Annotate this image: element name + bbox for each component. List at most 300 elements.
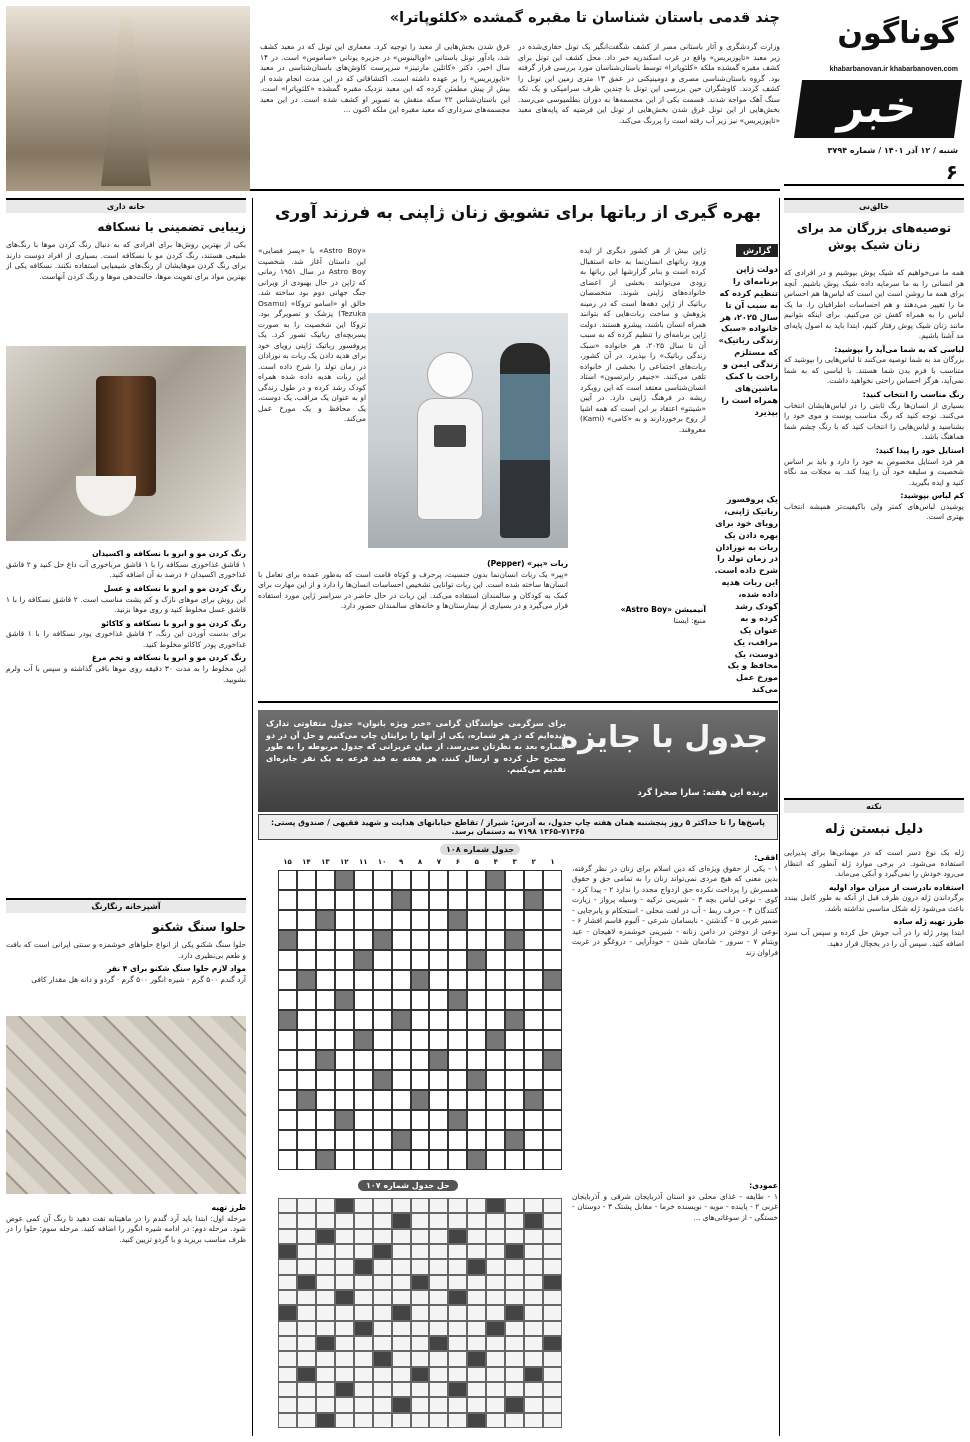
crossword-cell[interactable] — [448, 1050, 467, 1070]
crossword-cell[interactable] — [278, 1070, 297, 1090]
crossword-cell[interactable] — [392, 1150, 411, 1170]
crossword-cell[interactable] — [278, 990, 297, 1010]
crossword-cell[interactable] — [467, 970, 486, 990]
crossword-cell[interactable] — [392, 970, 411, 990]
crossword-cell[interactable] — [505, 1070, 524, 1090]
crossword-cell[interactable] — [335, 910, 354, 930]
crossword-cell[interactable] — [524, 1030, 543, 1050]
answer-cell — [297, 1397, 316, 1412]
crossword-cell[interactable] — [392, 1030, 411, 1050]
main-story-col4 — [580, 602, 706, 698]
crossword-grid[interactable] — [278, 870, 562, 1170]
crossword-cell — [373, 1070, 392, 1090]
crossword-cell[interactable] — [335, 950, 354, 970]
answer-cell — [467, 1336, 486, 1351]
answer-cell — [373, 1290, 392, 1305]
crossword-cell[interactable] — [316, 930, 335, 950]
crossword-cell[interactable] — [316, 1090, 335, 1110]
crossword-cell[interactable] — [524, 930, 543, 950]
crossword-cell[interactable] — [429, 1150, 448, 1170]
crossword-cell[interactable] — [411, 1110, 430, 1130]
crossword-cell[interactable] — [524, 1050, 543, 1070]
answer-cell — [505, 1413, 524, 1428]
crossword-cell[interactable] — [278, 1150, 297, 1170]
crossword-cell[interactable] — [354, 1130, 373, 1150]
crossword-cell[interactable] — [448, 930, 467, 950]
answer-cell — [373, 1413, 392, 1428]
crossword-cell[interactable] — [297, 1110, 316, 1130]
answer-cell — [335, 1213, 354, 1228]
answer-cell — [543, 1290, 562, 1305]
crossword-cell[interactable] — [354, 990, 373, 1010]
answer-cell — [448, 1351, 467, 1366]
crossword-cell[interactable] — [335, 1050, 354, 1070]
crossword-cell[interactable] — [335, 1070, 354, 1090]
crossword-cell[interactable] — [486, 990, 505, 1010]
answer-cell — [486, 1321, 505, 1336]
crossword-cell[interactable] — [354, 1070, 373, 1090]
crossword-cell[interactable] — [448, 870, 467, 890]
crossword-cell[interactable] — [354, 1010, 373, 1030]
crossword-cell[interactable] — [467, 1010, 486, 1030]
crossword-cell[interactable] — [297, 910, 316, 930]
answer-cell — [448, 1321, 467, 1336]
crossword-cell[interactable] — [373, 1090, 392, 1110]
crossword-cell[interactable] — [392, 1090, 411, 1110]
logo-text: خبر — [836, 82, 921, 133]
crossword-cell[interactable] — [335, 1150, 354, 1170]
answer-cell — [429, 1198, 448, 1213]
crossword-cell[interactable] — [486, 910, 505, 930]
crossword-cell[interactable] — [524, 910, 543, 930]
crossword-cell[interactable] — [354, 870, 373, 890]
answer-cell — [486, 1198, 505, 1213]
crossword-cell[interactable] — [429, 970, 448, 990]
crossword-cell[interactable] — [429, 1110, 448, 1130]
crossword-cell[interactable] — [411, 1010, 430, 1030]
crossword-cell[interactable] — [467, 1050, 486, 1070]
crossword-cell[interactable] — [392, 1050, 411, 1070]
down-text: ۱ - طایفه - غذای محلی دو استان آذربایجان شرقی و آذربایجان غربی ۲ - پاینده - مویه - نویسنده خرما - مقابل پشتک ۳ - دوستان - خستگی - از سوغاتی‌های ... — [572, 1191, 778, 1222]
nescafe-intro: یکی از بهترین روش‌ها برای افرادی که به دنبال رنگ کردن موها با رنگ‌های طبیعی هستند، رنگ کردن مو با نسکافه است. بسیاری از افراد دوست دارند برای رنگ کردن موهایشان از رنگ‌های شیمیایی استفاده نکنند. نسکافه یکی از بهترین مواد برای تقویت موها، حالت‌دهی موها و رنگ کردن آنهاست. — [6, 240, 246, 281]
crossword-cell[interactable] — [448, 1070, 467, 1090]
main-story — [258, 198, 778, 703]
crossword-cell[interactable] — [486, 1010, 505, 1030]
crossword-cell[interactable] — [373, 1150, 392, 1170]
answer-cell — [448, 1397, 467, 1412]
crossword-cell[interactable] — [411, 1030, 430, 1050]
crossword-cell[interactable] — [543, 1110, 562, 1130]
crossword-cell[interactable] — [354, 970, 373, 990]
crossword-cell[interactable] — [429, 930, 448, 950]
crossword-cell[interactable] — [543, 1090, 562, 1110]
person-figure — [500, 343, 550, 538]
answer-cell — [448, 1367, 467, 1382]
nescafe-p4: برای بدست آوردن این رنگ، ۲ قاشق غذاخوری پودر نسکافه را با ۱ قاشق غذاخوری پودر کاکائو مخلوط کنید. — [6, 629, 246, 649]
crossword-cell[interactable] — [335, 970, 354, 990]
answer-cell — [297, 1321, 316, 1336]
crossword-cell[interactable] — [505, 1050, 524, 1070]
crossword-cell[interactable] — [335, 1030, 354, 1050]
answer-cell — [335, 1413, 354, 1428]
crossword-cell[interactable] — [448, 1150, 467, 1170]
answer-cell — [316, 1275, 335, 1290]
crossword-cell[interactable] — [373, 970, 392, 990]
crossword-cell[interactable] — [392, 1110, 411, 1130]
grid-col-number: ۸ — [417, 858, 423, 866]
masthead-logo — [794, 80, 962, 138]
column-rule-left — [252, 198, 253, 1436]
nescafe-sub3: رنگ کردن مو و ابرو با نسکافه و کاکائو — [101, 618, 246, 628]
crossword-cell[interactable] — [543, 870, 562, 890]
crossword-cell[interactable] — [411, 910, 430, 930]
crossword-cell[interactable] — [354, 890, 373, 910]
crossword-cell[interactable] — [335, 930, 354, 950]
crossword-cell[interactable] — [543, 890, 562, 910]
crossword-cell[interactable] — [486, 890, 505, 910]
answer-cell — [543, 1213, 562, 1228]
crossword-cell[interactable] — [392, 950, 411, 970]
crossword-cell[interactable] — [505, 870, 524, 890]
crossword-cell[interactable] — [373, 1030, 392, 1050]
crossword-cell[interactable] — [486, 930, 505, 950]
answer-cell — [316, 1259, 335, 1274]
answer-cell — [429, 1351, 448, 1366]
crossword-cell[interactable] — [505, 910, 524, 930]
crossword-cell[interactable] — [524, 1130, 543, 1150]
crossword-cell[interactable] — [543, 1130, 562, 1150]
crossword-cell[interactable] — [297, 950, 316, 970]
crossword-cell[interactable] — [543, 930, 562, 950]
crossword-cell[interactable] — [278, 1130, 297, 1150]
crossword-cell[interactable] — [297, 870, 316, 890]
grid-col-number: ۲ — [531, 858, 536, 866]
answer-cell — [392, 1397, 411, 1412]
crossword-cell[interactable] — [448, 950, 467, 970]
crossword-cell[interactable] — [467, 1110, 486, 1130]
crossword-cell[interactable] — [543, 950, 562, 970]
crossword-cell[interactable] — [335, 890, 354, 910]
answer-cell — [524, 1198, 543, 1213]
fashion-p2: بزرگان مد به شما توصیه می‌کنند تا لباس‌هایی را بپوشید که متناسب با فرم بدن شما هستند. با لباسی که به شما نمی‌آید، هرگز احساس راحتی نخواهید داشت. — [784, 355, 964, 386]
answer-cell — [411, 1382, 430, 1397]
crossword-cell[interactable] — [297, 1150, 316, 1170]
crossword-cell[interactable] — [505, 990, 524, 1010]
crossword-cell[interactable] — [373, 1010, 392, 1030]
crossword-cell — [505, 1010, 524, 1030]
left-sidebar — [6, 198, 246, 1436]
answer-cell — [278, 1336, 297, 1351]
answer-cell — [486, 1305, 505, 1320]
crossword-cell[interactable] — [335, 1130, 354, 1150]
crossword-cell — [467, 1070, 486, 1090]
crossword-cell[interactable] — [297, 1010, 316, 1030]
crossword-cell[interactable] — [524, 970, 543, 990]
crossword-cell[interactable] — [429, 1090, 448, 1110]
crossword-cell[interactable] — [543, 1030, 562, 1050]
crossword-cell[interactable] — [486, 1070, 505, 1090]
answer-cell — [297, 1413, 316, 1428]
answer-cell — [429, 1336, 448, 1351]
crossword-cell[interactable] — [448, 1030, 467, 1050]
crossword-cell[interactable] — [297, 1030, 316, 1050]
crossword-cell[interactable] — [429, 870, 448, 890]
crossword-cell[interactable] — [543, 1070, 562, 1090]
crossword-cell[interactable] — [411, 1070, 430, 1090]
answer-cell — [543, 1321, 562, 1336]
answer-cell — [373, 1382, 392, 1397]
crossword-cell[interactable] — [297, 1130, 316, 1150]
fashion-title: توصیه‌های بزرگان مد برای زنان شیک پوش — [796, 221, 952, 252]
crossword-cell[interactable] — [354, 930, 373, 950]
answer-cell — [373, 1351, 392, 1366]
crossword-cell[interactable] — [524, 1150, 543, 1170]
answer-cell — [278, 1382, 297, 1397]
answer-cell — [373, 1244, 392, 1259]
crossword-cell[interactable] — [467, 890, 486, 910]
crossword-cell[interactable] — [278, 910, 297, 930]
crossword-cell[interactable] — [505, 1030, 524, 1050]
crossword-cell[interactable] — [354, 1050, 373, 1070]
crossword-cell[interactable] — [411, 1050, 430, 1070]
answer-cell — [373, 1321, 392, 1336]
crossword-cell[interactable] — [524, 1070, 543, 1090]
answer-cell — [297, 1229, 316, 1244]
crossword-cell[interactable] — [448, 1090, 467, 1110]
crossword-cell[interactable] — [411, 990, 430, 1010]
answer-cell — [278, 1397, 297, 1412]
crossword-cell — [486, 870, 505, 890]
answer-cell — [543, 1397, 562, 1412]
crossword-cell[interactable] — [297, 1070, 316, 1090]
crossword-cell[interactable] — [486, 1090, 505, 1110]
crossword-cell[interactable] — [486, 1050, 505, 1070]
crossword-cell[interactable] — [335, 1090, 354, 1110]
grid-col-number: ۳ — [512, 858, 517, 866]
main-story-title: بهره گیری از رباتها برای تشویق زنان ژاپنی به فرزند آوری — [274, 203, 762, 223]
answer-cell — [278, 1305, 297, 1320]
crossword-cell[interactable] — [316, 990, 335, 1010]
crossword-cell[interactable] — [411, 870, 430, 890]
grid-col-number: ۱ — [550, 858, 555, 866]
crossword-cell[interactable] — [486, 950, 505, 970]
fashion-sub4: کم لباس بپوشید: — [900, 491, 964, 501]
crossword-cell[interactable] — [543, 990, 562, 1010]
answer-cell — [429, 1229, 448, 1244]
answer-cell — [278, 1275, 297, 1290]
crossword-cell[interactable] — [429, 1030, 448, 1050]
crossword-cell[interactable] — [373, 1130, 392, 1150]
crossword-cell[interactable] — [278, 1030, 297, 1050]
fashion-p3: بسیاری از انسان‌ها رنگ ثابتی را در لباس‌هایشان انتخاب می‌کنند. توجه کنید که رنگ مناسب پوست و موی خود را بشناسید و لباس‌هایی را انتخاب کنید که با رنگ چشم شما هماهنگ باشد. — [784, 400, 964, 442]
crossword-cell[interactable] — [448, 1130, 467, 1150]
crossword-cell[interactable] — [486, 970, 505, 990]
answer-cell — [354, 1321, 373, 1336]
crossword-cell[interactable] — [392, 990, 411, 1010]
crossword-cell[interactable] — [429, 890, 448, 910]
answer-cell — [392, 1351, 411, 1366]
crossword-cell[interactable] — [429, 1130, 448, 1150]
crossword-cell[interactable] — [543, 1010, 562, 1030]
crossword-cell[interactable] — [373, 870, 392, 890]
answer-cell — [411, 1336, 430, 1351]
crossword-cell — [316, 1150, 335, 1170]
crossword-cell[interactable] — [429, 1070, 448, 1090]
answer-cell — [505, 1244, 524, 1259]
crossword-cell[interactable] — [505, 1110, 524, 1130]
answer-cell — [448, 1229, 467, 1244]
crossword-cell[interactable] — [467, 870, 486, 890]
crossword-cell[interactable] — [429, 990, 448, 1010]
section-tag-report: گزارش — [736, 244, 778, 257]
crossword-cell[interactable] — [543, 910, 562, 930]
crossword-cell — [297, 1090, 316, 1110]
crossword-cell[interactable] — [524, 870, 543, 890]
crossword-cell[interactable] — [524, 1010, 543, 1030]
crossword-cell[interactable] — [316, 1070, 335, 1090]
answer-cell — [354, 1305, 373, 1320]
crossword-cell[interactable] — [316, 970, 335, 990]
halva-ingredients: آرد گندم ۵۰۰ گرم · شیره انگور ۵۰۰ گرم · گردو و دانه هل مقدار کافی — [31, 974, 246, 984]
crossword-cell[interactable] — [316, 1130, 335, 1150]
crossword-cell[interactable] — [278, 970, 297, 990]
crossword-cell[interactable] — [297, 990, 316, 1010]
crossword-cell[interactable] — [486, 1150, 505, 1170]
crossword-cell[interactable] — [505, 1090, 524, 1110]
crossword-cell — [411, 970, 430, 990]
answer-cell — [278, 1290, 297, 1305]
crossword-cell[interactable] — [316, 890, 335, 910]
crossword-cell[interactable] — [316, 870, 335, 890]
crossword-cell[interactable] — [505, 950, 524, 970]
crossword-cell[interactable] — [411, 1130, 430, 1150]
answer-cell — [411, 1275, 430, 1290]
answer-cell — [429, 1413, 448, 1428]
crossword-cell[interactable] — [505, 890, 524, 910]
answer-cell — [316, 1336, 335, 1351]
crossword-cell[interactable] — [297, 890, 316, 910]
tunnel-shape — [101, 16, 151, 186]
crossword-cell[interactable] — [448, 1010, 467, 1030]
crossword-cell[interactable] — [411, 1150, 430, 1170]
answer-cell — [354, 1229, 373, 1244]
crossword-cell[interactable] — [505, 1150, 524, 1170]
answer-cell — [486, 1397, 505, 1412]
crossword-cell[interactable] — [373, 1050, 392, 1070]
crossword-cell[interactable] — [467, 910, 486, 930]
crossword-cell[interactable] — [543, 1150, 562, 1170]
answer-cell — [373, 1213, 392, 1228]
crossword-cell — [335, 990, 354, 1010]
crossword-cell[interactable] — [354, 910, 373, 930]
crossword-cell[interactable] — [411, 890, 430, 910]
answer-cell — [335, 1367, 354, 1382]
answer-cell — [486, 1244, 505, 1259]
crossword-cell[interactable] — [486, 1110, 505, 1130]
answer-cell — [373, 1275, 392, 1290]
crossword-cell[interactable] — [278, 950, 297, 970]
crossword-cell[interactable] — [297, 1050, 316, 1070]
crossword-cell[interactable] — [354, 1150, 373, 1170]
crossword-cell[interactable] — [278, 1110, 297, 1130]
fashion-sub3: استایل خود را پیدا کنید: — [875, 445, 964, 455]
answer-cell — [335, 1336, 354, 1351]
crossword-cell[interactable] — [524, 1110, 543, 1130]
answer-cell — [411, 1321, 430, 1336]
answer-cell — [524, 1397, 543, 1412]
crossword-cell[interactable] — [429, 910, 448, 930]
crossword-cell[interactable] — [278, 890, 297, 910]
crossword-cell[interactable] — [373, 1110, 392, 1130]
crossword-cell[interactable] — [373, 910, 392, 930]
crossword-cell[interactable] — [524, 950, 543, 970]
crossword-cell[interactable] — [467, 1090, 486, 1110]
crossword-cell[interactable] — [467, 990, 486, 1010]
answer-cell — [392, 1413, 411, 1428]
answer-cell — [524, 1259, 543, 1274]
crossword-cell[interactable] — [392, 910, 411, 930]
crossword-cell[interactable] — [392, 1070, 411, 1090]
crossword-cell[interactable] — [486, 1130, 505, 1150]
crossword-cell[interactable] — [316, 1010, 335, 1030]
crossword-cell[interactable] — [524, 990, 543, 1010]
crossword-cell[interactable] — [316, 1030, 335, 1050]
crossword-cell[interactable] — [278, 1090, 297, 1110]
answer-cell — [448, 1213, 467, 1228]
crossword-cell — [278, 1010, 297, 1030]
answer-cell — [335, 1351, 354, 1366]
crossword-cell[interactable] — [448, 890, 467, 910]
answer-cell — [429, 1367, 448, 1382]
crossword-cell — [297, 970, 316, 990]
crossword-cell[interactable] — [429, 950, 448, 970]
crossword-cell[interactable] — [467, 1130, 486, 1150]
answer-cell — [467, 1351, 486, 1366]
answer-cell — [543, 1259, 562, 1274]
crossword-cell[interactable] — [429, 1010, 448, 1030]
answer-cell — [543, 1351, 562, 1366]
jelly-p2: برگرداندن ژله درون ظرف قبل از آنکه به طور کامل ببندد باعث می‌شود ژله شکل مناسبی نداشته باشد. — [784, 893, 964, 913]
crossword-cell[interactable] — [392, 870, 411, 890]
answer-cell — [486, 1229, 505, 1244]
crossword-cell[interactable] — [354, 1090, 373, 1110]
crossword-cell[interactable] — [335, 1010, 354, 1030]
crossword-cell[interactable] — [467, 930, 486, 950]
crossword-cell — [467, 1150, 486, 1170]
crossword-cell[interactable] — [316, 950, 335, 970]
crossword-cell[interactable] — [505, 970, 524, 990]
answer-cell — [486, 1259, 505, 1274]
section-tag-home: خانه داری — [6, 198, 246, 213]
crossword-cell[interactable] — [278, 1050, 297, 1070]
crossword-cell[interactable] — [278, 870, 297, 890]
crossword-cell[interactable] — [297, 930, 316, 950]
crossword-cell[interactable] — [373, 990, 392, 1010]
crossword-cell[interactable] — [448, 970, 467, 990]
crossword-cell[interactable] — [354, 1110, 373, 1130]
crossword-cell[interactable] — [467, 1030, 486, 1050]
answer-cell — [505, 1336, 524, 1351]
answer-cell — [505, 1382, 524, 1397]
crossword-cell[interactable] — [392, 930, 411, 950]
puzzle-intro: برای سرگرمی خوانندگان گرامی «خبر ویژه بانوان» جدول متفاوتی تدارک دیده‌ایم که در هر شماره، یکی از آنها را برایتان چاپ می‌کنیم و حل آن در دو شماره بعد به نظرتان می‌رسد. از میان عزیزانی که جدول مربوطه را به طور صحیح حل کرده و ارسال کنند، هر هفته به قید قرعه به یک نفر جایزه‌ای تقدیم می‌کنیم. — [266, 719, 566, 775]
crossword-cell[interactable] — [411, 950, 430, 970]
crossword-cell[interactable] — [316, 1110, 335, 1130]
crossword-cell[interactable] — [411, 930, 430, 950]
crossword-cell[interactable] — [373, 890, 392, 910]
crossword-cell[interactable] — [373, 950, 392, 970]
answer-cell — [373, 1397, 392, 1412]
